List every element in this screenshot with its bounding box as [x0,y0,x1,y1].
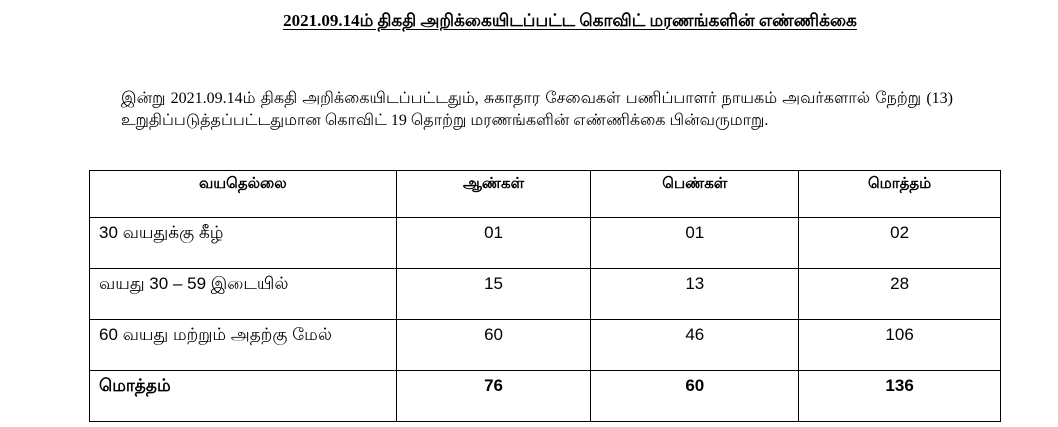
table-total-row [90,371,1001,422]
table-header-row [90,171,1001,218]
males-cell: 15 [396,269,591,320]
females-cell: 13 [591,269,799,320]
age-range-cell: வயது 30 – 59 இடையில் [90,269,397,320]
females-total-cell: 60 [591,371,799,422]
table-row [90,218,1001,269]
males-cell: 60 [396,320,591,371]
table-row [90,320,1001,371]
header-females: பெண்கள் [591,171,799,218]
females-cell: 01 [591,218,799,269]
males-cell: 01 [396,218,591,269]
total-label-cell: மொத்தம் [90,371,397,422]
header-total: மொத்தம் [799,171,1001,218]
total-cell: 106 [799,320,1001,371]
age-range-cell: 30 வயதுக்கு கீழ் [90,218,397,269]
grand-total-cell: 136 [799,371,1001,422]
age-range-cell: 60 வயது மற்றும் அதற்கு மேல் [90,320,397,371]
page-title: 2021.09.14ம் திகதி அறிக்கையிடப்பட்ட கொவிட் மரணங்களின் எண்ணிக்கை [283,11,857,30]
header-males: ஆண்கள் [396,171,591,218]
total-cell: 28 [799,269,1001,320]
males-total-cell: 76 [396,371,591,422]
deaths-table [89,170,1001,422]
females-cell: 46 [591,320,799,371]
table-row [90,269,1001,320]
header-age-range: வயதெல்லை [90,171,397,218]
intro-paragraph: இன்று 2021.09.14ம் திகதி அறிக்கையிடப்பட்டதும், சுகாதார சேவைகள் பணிப்பாளர் நாயகம் அவர்களால் நேற்று (13) உறுதிப்படுத்தப்பட்டதுமான கொவிட் 19 தொற்று மரணங்களின் எண்ணிக்கை பின்வருமாறு. [121,90,953,129]
total-cell: 02 [799,218,1001,269]
